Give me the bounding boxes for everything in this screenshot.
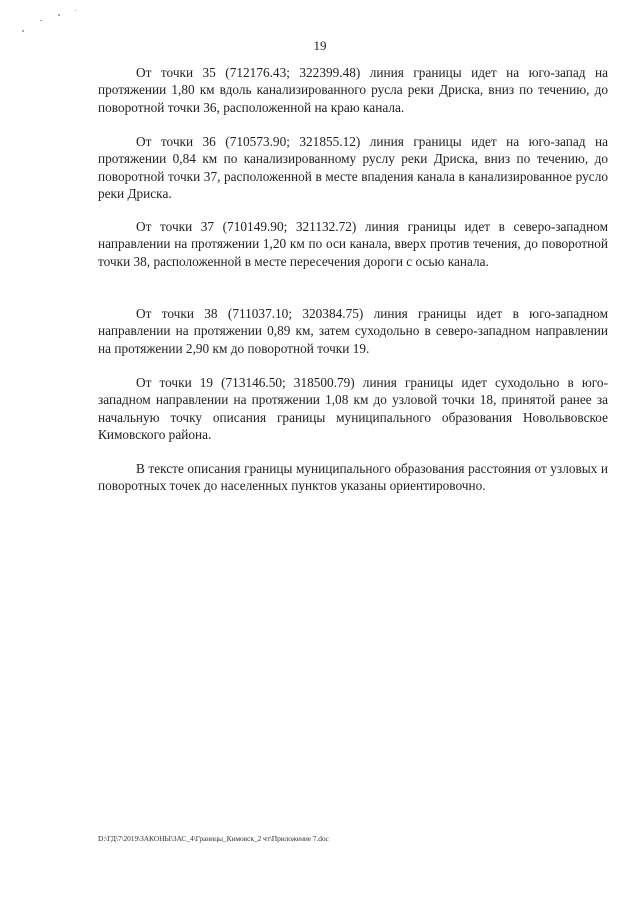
paragraph-point-37: От точки 37 (710149.90; 321132.72) линия границы идет в северо-западном направлении на протяжении 1,20 км по оси канала, вверх против течения, до поворотной точки 38, расположенной в месте пересечения дороги с осью канала.	[98, 219, 608, 269]
paragraph-point-35: От точки 35 (712176.43; 322399.48) линия границы идет на юго-запад на протяжении 1,80 км вдоль канализированного русла реки Дриска, вниз по течению, до поворотной точки 36, расположенной на краю канала.	[98, 65, 608, 115]
scan-speck	[58, 14, 60, 16]
paragraph-point-36: От точки 36 (710573.90; 321855.12) линия границы идет на юго-запад на протяжении 0,84 км по канализированному руслу реки Дриска, вниз по течению, до поворотной точки 37, расположенной в месте впадения канала в канализированное русло реки Дриска.	[98, 134, 608, 202]
paragraph-point-38: От точки 38 (711037.10; 320384.75) линия границы идет в юго-западном направлении на протяжении 0,89 км, затем суходольно в северо-западном направлении на протяжении 2,90 км до поворотной точки 19.	[98, 306, 608, 356]
scan-speck	[75, 10, 76, 11]
page-number: 19	[313, 38, 327, 53]
paragraph-point-19: От точки 19 (713146.50; 318500.79) линия границы идет суходольно в юго-западном направлении на протяжении 1,08 км до узловой точки 18, принятой ранее за начальную точку описания границы муниципального образования Новольвовское Кимовского района.	[98, 375, 608, 443]
scan-speck	[40, 20, 42, 21]
scan-speck	[22, 30, 24, 32]
paragraph-distance-note: В тексте описания границы муниципального образования расстояния от узловых и поворотных точек до населенных пунктов указаны ориентировочно.	[98, 461, 608, 494]
file-path-footer: D:\ГД\7\2019\ЗАКОНЫ\ЗАС_4\Границы_Кимовск_2 чт\Приложение 7.doc	[98, 834, 329, 843]
